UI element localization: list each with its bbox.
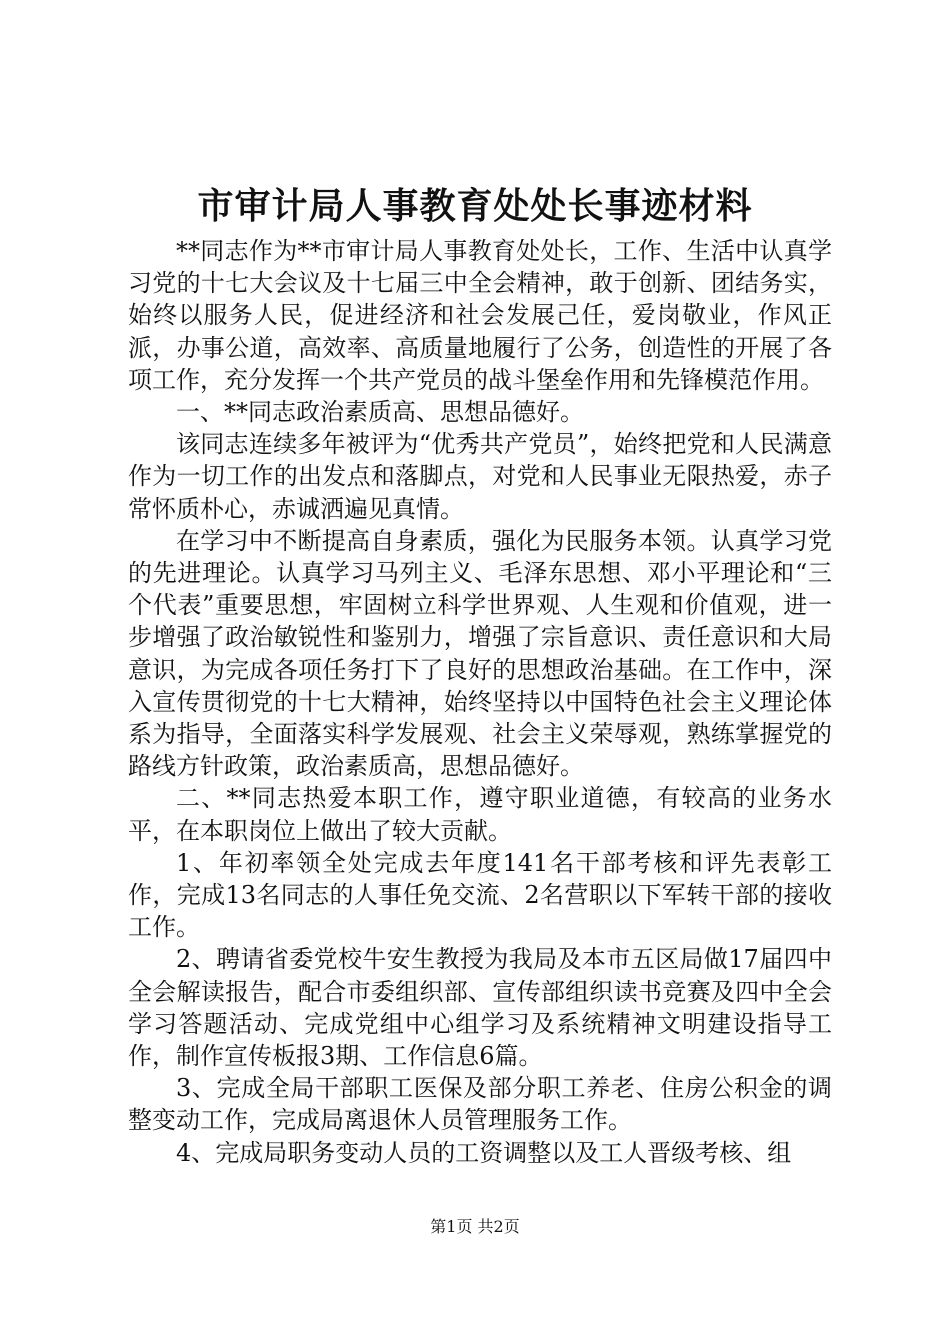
paragraph-item-4: 4、完成局职务变动人员的工资调整以及工人晋级考核、组 — [176, 1138, 792, 1167]
paragraph-item-2: 2、聘请省委党校牛安生教授为我局及本市五区局做17届四中全会解读报告，配合市委组织部、宣传部组织读书竞赛及四中全会学习答题活动、完成党组中心组学习及系统精神文明建设指导工作，制作宣传板报3期、工作信息6篇。 — [128, 945, 832, 1071]
paragraph-section-2-heading: 二、**同志热爱本职工作，遵守职业道德，有较高的业务水平，在本职岗位上做出了较大贡献。 — [128, 784, 832, 845]
paragraph-section-1-heading: 一、**同志政治素质高、思想品德好。 — [176, 398, 584, 427]
paragraph-item-3: 3、完成全局干部职工医保及部分职工养老、住房公积金的调整变动工作，完成局离退休人员管理服务工作。 — [128, 1074, 832, 1135]
paragraph-item-1: 1、年初率领全处完成去年度141名干部考核和评先表彰工作，完成13名同志的人事任免交流、2名营职以下军转干部的接收工作。 — [128, 848, 832, 942]
paragraph-section-1-body: 该同志连续多年被评为“优秀共产党员”，始终把党和人民满意作为一切工作的出发点和落脚点，对党和人民事业无限热爱，赤子常怀质朴心，赤诚洒遍见真情。 — [128, 430, 832, 523]
page-footer: 第1页 共2页 — [430, 1217, 520, 1236]
paragraph-study: 在学习中不断提高自身素质，强化为民服务本领。认真学习党的先进理论。认真学习马列主义、毛泽东思想、邓小平理论和“三个代表”重要思想，牢固树立科学世界观、人生观和价值观，进一步增强了政治敏锐性和鉴别力，增强了宗旨意识、责任意识和大局意识，为完成各项任务打下了良好的思想政治基础。在工作中，深入宣传贯彻党的十七大精神，始终坚持以中国特色社会主义理论体系为指导，全面落实科学发展观、社会主义荣辱观，熟练掌握党的路线方针政策，政治素质高，思想品德好。 — [128, 526, 832, 781]
document-title: 市审计局人事教育处处长事迹材料 — [197, 185, 753, 227]
paragraph-intro: **同志作为**市审计局人事教育处处长，工作、生活中认真学习党的十七大会议及十七届三中全会精神，敢于创新、团结务实，始终以服务人民，促进经济和社会发展己任，爱岗敬业，作风正派，办事公道，高效率、高质量地履行了公务，创造性的开展了各项工作，充分发挥一个共产党员的战斗堡垒作用和先锋模范作用。 — [128, 237, 832, 394]
document-body — [128, 235, 832, 1169]
